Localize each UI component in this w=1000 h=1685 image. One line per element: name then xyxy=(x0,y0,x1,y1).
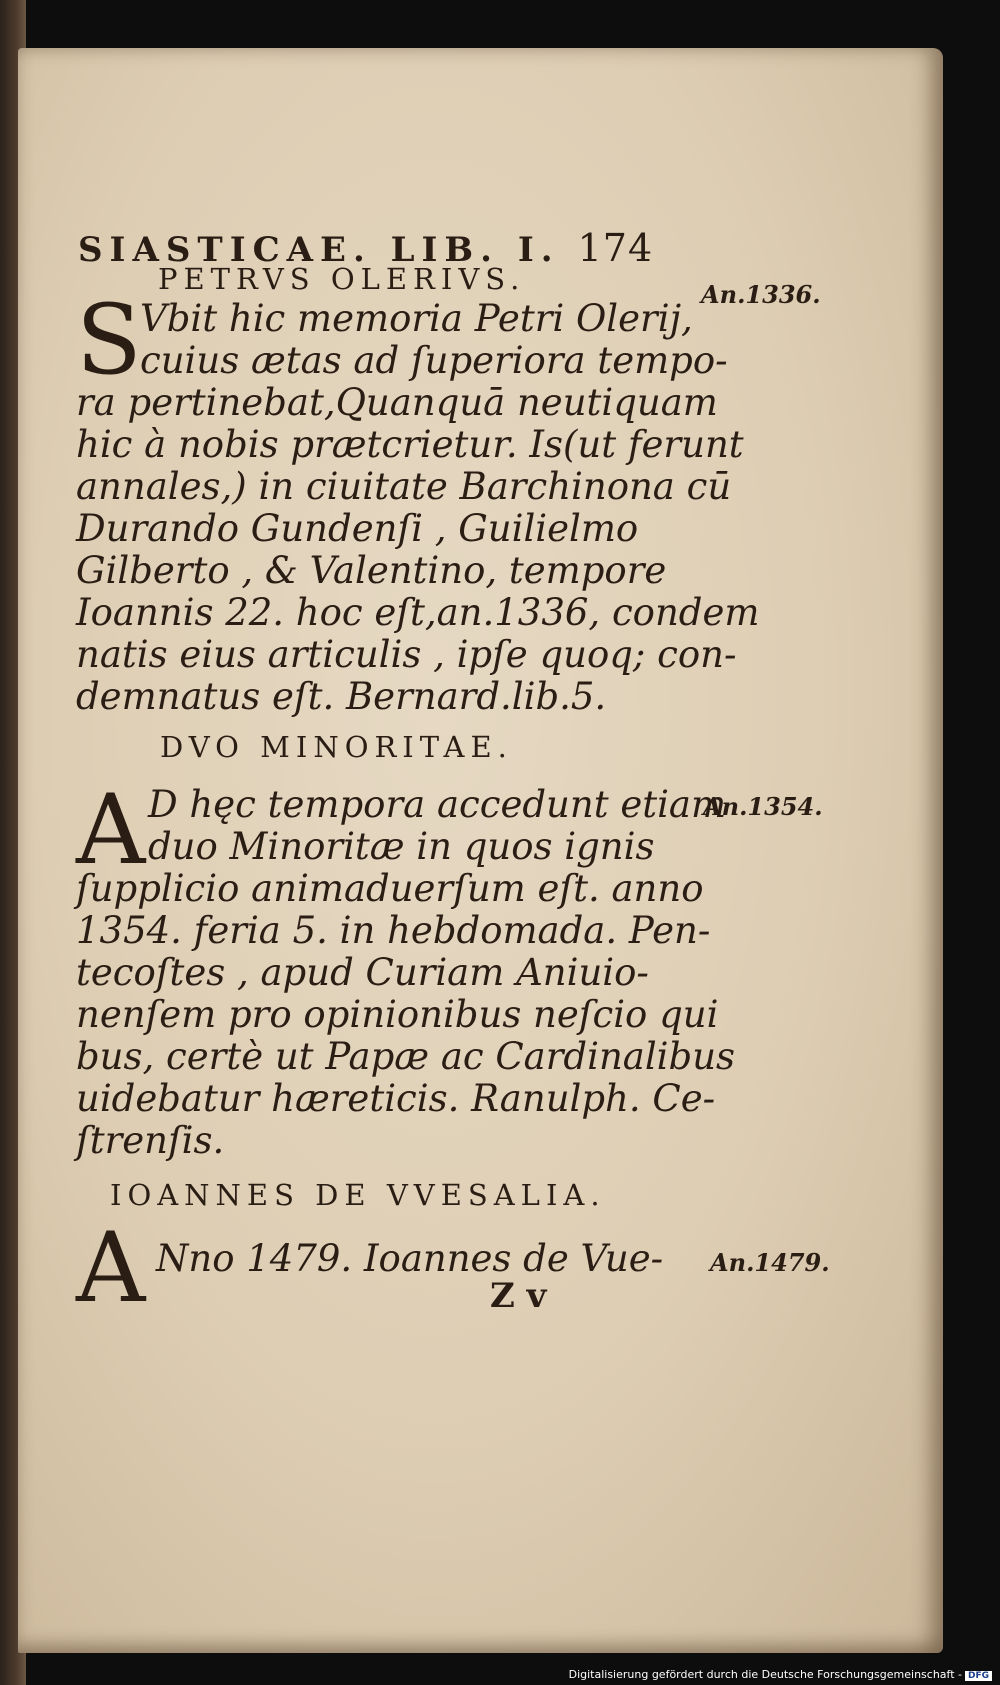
text-line: Durando Gundenſi , Guilielmo xyxy=(76,507,639,550)
paragraph-petrus-olerius xyxy=(76,278,760,728)
paragraph-ioannes-de-vvesalia xyxy=(76,1212,716,1330)
credit-text: Digitalisierung gefördert durch die Deutsche Forschungsgemeinschaft - xyxy=(568,1668,962,1681)
drop-cap: A xyxy=(76,774,146,886)
text-line: D hęc tempora accedunt etiam xyxy=(148,783,727,826)
paragraph-duo-minoritae xyxy=(76,770,736,1190)
digitization-credit xyxy=(569,1668,992,1681)
text-line: natis eius articulis , ipſe quoq; con- xyxy=(76,633,737,676)
folio-number: 174 xyxy=(577,226,654,270)
drop-cap: A xyxy=(76,1212,146,1324)
text-line: nenſem pro opinionibus neſcio qui xyxy=(76,993,719,1036)
text-line: demnatus eſt. Bernard.lib.5. xyxy=(76,675,607,718)
signature-mark: Z v xyxy=(490,1276,547,1316)
text-line: annales,) in ciuitate Barchinona cū xyxy=(76,465,732,508)
text-line: Nno 1479. Ioannes de Vue- xyxy=(156,1237,664,1280)
section-title-ioannes-de-vvesalia: IOANNES DE VVESALIA. xyxy=(110,1178,606,1212)
text-line: Gilberto , & Valentino, tempore xyxy=(76,549,667,592)
section-title-duo-minoritae: DVO MINORITAE. xyxy=(160,730,513,764)
running-title: SIASTICAE. LIB. I. xyxy=(78,230,560,270)
text-line: cuius ætas ad ſuperiora tempo- xyxy=(140,339,728,382)
book-page xyxy=(18,48,943,1653)
text-line: ſupplicio animaduerſum eſt. anno xyxy=(76,867,704,910)
text-line: ſtrenſis. xyxy=(76,1119,225,1162)
text-line: hic à nobis prætcrietur. Is(ut ferunt xyxy=(76,423,744,466)
drop-cap: S xyxy=(76,284,142,396)
text-line: Ioannis 22. hoc eſt,an.1336, condem xyxy=(76,591,760,634)
text-line: tecoſtes , apud Curiam Aniuio- xyxy=(76,951,649,994)
margin-note-3: An.1479. xyxy=(710,1248,830,1277)
margin-note-1: An.1336. xyxy=(701,280,821,309)
section-title-petrus-olerius: PETRVS OLERIVS. xyxy=(158,262,526,296)
margin-note-2: An.1354. xyxy=(703,792,823,821)
text-line: 1354. feria 5. in hebdomada. Pen- xyxy=(76,909,711,952)
text-line: duo Minoritæ in quos ignis xyxy=(148,825,655,868)
text-line: bus, certè ut Papæ ac Cardinalibus xyxy=(76,1035,736,1078)
text-line: uidebatur hæreticis. Ranulph. Ce- xyxy=(76,1077,716,1120)
text-line: ra pertinebat,Quanquā neutiquam xyxy=(76,381,718,424)
dfg-logo: DFG xyxy=(965,1671,992,1681)
text-line: Vbit hic memoria Petri Olerij, xyxy=(140,297,693,340)
